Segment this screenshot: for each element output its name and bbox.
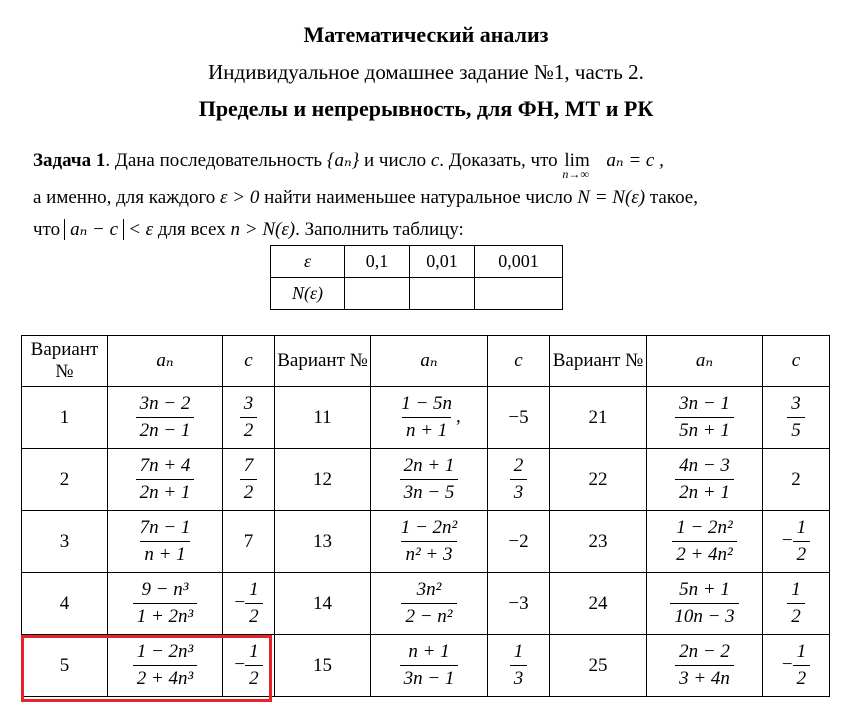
c-cell <box>763 573 830 635</box>
an-cell <box>108 387 223 449</box>
denominator: 2 − n² <box>401 603 456 628</box>
fraction <box>401 579 456 628</box>
denominator: 2n − 1 <box>136 417 195 442</box>
minus-sign: − <box>781 529 793 551</box>
c-cell <box>763 511 830 573</box>
fraction <box>793 517 811 566</box>
task-text: и число <box>364 150 427 171</box>
task-label: Задача 1 <box>33 150 106 171</box>
document-topic: Пределы и непрерывность, для ФН, МТ и РК <box>198 96 654 121</box>
denominator: n + 1 <box>402 417 451 442</box>
n-eps-header-cell: N(ε) <box>271 278 345 310</box>
variant-cell: 24 <box>550 573 647 635</box>
variant-cell: 2 <box>22 449 108 511</box>
denominator: 3n − 5 <box>400 479 459 504</box>
task-line-3 <box>33 218 464 241</box>
variant-cell: 15 <box>275 635 371 697</box>
an-cell <box>108 511 223 573</box>
variant-cell: 21 <box>550 387 647 449</box>
numerator: 3n² <box>416 579 442 600</box>
limit-expression: aₙ = c , <box>606 150 664 171</box>
less-than-eps: < ε <box>128 219 154 240</box>
an-cell <box>108 573 223 635</box>
variant-cell: 25 <box>550 635 647 697</box>
denominator: 2 <box>245 603 263 628</box>
denominator: 2 <box>245 665 263 690</box>
task-text: что <box>33 219 61 240</box>
table-row <box>22 387 830 449</box>
an-cell <box>371 573 488 635</box>
task-text: . Дана последовательность <box>105 150 323 171</box>
numerator: 7n + 4 <box>139 455 191 476</box>
denominator: 2 <box>793 665 811 690</box>
fraction <box>133 579 198 628</box>
table-row <box>22 511 830 573</box>
denominator: 3 + 4n <box>675 665 734 690</box>
numerator: 5n + 1 <box>679 579 730 600</box>
numerator: 1 <box>791 579 801 600</box>
numerator: 1 <box>513 641 524 662</box>
an-cell <box>371 635 488 697</box>
table-row <box>22 449 830 511</box>
n-definition: N = N(ε) <box>577 187 646 208</box>
variant-cell: 22 <box>550 449 647 511</box>
variant-cell: 11 <box>275 387 371 449</box>
limit-operator <box>562 150 602 181</box>
task-text: найти наименьшее натуральное число <box>264 187 573 208</box>
an-cell <box>647 573 763 635</box>
an-cell <box>647 635 763 697</box>
fraction <box>240 455 258 504</box>
c-cell <box>488 449 550 511</box>
fraction <box>240 393 258 442</box>
task-text: . Доказать, что <box>439 150 558 171</box>
denominator: 5n + 1 <box>675 417 734 442</box>
epsilon-row <box>271 246 563 278</box>
fraction <box>670 579 738 628</box>
an-cell <box>647 511 763 573</box>
c-header: c <box>488 336 550 387</box>
eps-value-cell: 0,001 <box>475 246 563 278</box>
variant-cell: 4 <box>22 573 108 635</box>
variant-cell: 5 <box>22 635 108 697</box>
numerator: 4n − 3 <box>679 455 730 476</box>
fraction <box>136 393 195 442</box>
lim-subscript: n→∞ <box>562 167 589 181</box>
denominator: 2 <box>240 417 258 442</box>
numerator: n + 1 <box>408 641 450 662</box>
numerator: 7n − 1 <box>139 517 191 538</box>
c-symbol: c <box>430 150 440 171</box>
denominator: n² + 3 <box>401 541 456 566</box>
header-row <box>22 336 830 387</box>
denominator: 10n − 3 <box>670 603 738 628</box>
variant-cell: 1 <box>22 387 108 449</box>
c-cell: 2 <box>763 449 830 511</box>
an-cell <box>371 449 488 511</box>
numerator: 7 <box>243 455 254 476</box>
numerator: 1 <box>249 579 259 600</box>
variant-cell: 13 <box>275 511 371 573</box>
document-subtitle: Индивидуальное домашнее задание №1, часть 2. <box>208 60 644 84</box>
fraction <box>400 455 459 504</box>
denominator: 2n + 1 <box>675 479 734 504</box>
numerator: 2 <box>513 455 524 476</box>
eps-value-cell: 0,01 <box>410 246 475 278</box>
denominator: 2 <box>240 479 258 504</box>
n-eps-row <box>271 278 563 310</box>
variant-header: Вариант № <box>275 336 371 387</box>
denominator: n + 1 <box>140 541 189 566</box>
an-header: aₙ <box>371 336 488 387</box>
task-text: а именно, для каждого <box>33 187 216 208</box>
n-eps-empty-cell <box>410 278 475 310</box>
variant-cell: 23 <box>550 511 647 573</box>
task-text: для всех <box>157 219 226 240</box>
numerator: 3n − 2 <box>139 393 191 414</box>
n-eps-empty-cell <box>475 278 563 310</box>
numerator: 9 − n³ <box>141 579 189 600</box>
denominator: 1 + 2n³ <box>133 603 198 628</box>
fraction <box>510 641 528 690</box>
numerator: 1 <box>796 641 807 662</box>
fraction <box>397 393 456 442</box>
fraction <box>793 641 811 690</box>
minus-sign: − <box>781 653 793 675</box>
denominator: 2 + 4n² <box>672 541 737 566</box>
variant-cell: 3 <box>22 511 108 573</box>
comma: , <box>456 405 461 427</box>
numerator: 1 <box>249 641 259 662</box>
c-header: c <box>763 336 830 387</box>
denominator: 2n + 1 <box>136 479 195 504</box>
an-cell <box>371 511 488 573</box>
an-header: aₙ <box>108 336 223 387</box>
an-cell <box>371 387 488 449</box>
denominator: 3n − 1 <box>400 665 459 690</box>
denominator: 2 <box>793 541 811 566</box>
variant-cell: 14 <box>275 573 371 635</box>
an-cell <box>108 449 223 511</box>
table-row <box>22 573 830 635</box>
fraction <box>787 579 805 628</box>
fraction <box>675 641 734 690</box>
n-eps-empty-cell <box>345 278 410 310</box>
minus-sign: − <box>234 653 246 675</box>
numerator: 1 − 5n <box>401 393 453 414</box>
fraction <box>136 455 195 504</box>
task-line-2 <box>33 187 698 209</box>
highlight-box-variant-5 <box>21 635 272 702</box>
numerator: 1 − 2n³ <box>136 641 194 662</box>
eps-header-cell: ε <box>271 246 345 278</box>
an-header: aₙ <box>647 336 763 387</box>
task-line-1 <box>33 149 664 181</box>
denominator: 3 <box>510 479 528 504</box>
fraction <box>397 517 462 566</box>
denominator: 5 <box>787 417 805 442</box>
denominator: 2 <box>787 603 805 628</box>
fraction <box>510 455 528 504</box>
numerator: 1 − 2n² <box>676 517 733 538</box>
minus-sign: − <box>234 591 246 613</box>
epsilon-table <box>270 245 563 310</box>
c-cell <box>223 573 275 635</box>
fraction <box>675 393 734 442</box>
an-cell <box>647 387 763 449</box>
variant-header: Вариант № <box>22 336 108 387</box>
c-cell <box>763 635 830 697</box>
variant-header: Вариант № <box>550 336 647 387</box>
denominator: 3 <box>510 665 528 690</box>
document-title: Математический анализ <box>303 22 549 47</box>
fraction <box>675 455 734 504</box>
c-cell <box>223 449 275 511</box>
c-cell: −3 <box>488 573 550 635</box>
fraction <box>245 579 263 628</box>
c-header: c <box>223 336 275 387</box>
variant-cell: 12 <box>275 449 371 511</box>
c-cell: −5 <box>488 387 550 449</box>
task-text: такое, <box>649 187 698 208</box>
c-cell: −2 <box>488 511 550 573</box>
denominator: 2 + 4n³ <box>133 665 198 690</box>
numerator: 3n − 1 <box>679 393 730 414</box>
c-cell <box>763 387 830 449</box>
c-cell <box>488 635 550 697</box>
lim-text: lim <box>564 150 590 171</box>
numerator: 1 − 2n² <box>400 517 458 538</box>
an-cell <box>647 449 763 511</box>
fraction <box>400 641 459 690</box>
n-condition: n > N(ε) <box>230 219 296 240</box>
fraction <box>136 517 195 566</box>
c-cell <box>223 387 275 449</box>
epsilon-condition: ε > 0 <box>220 187 260 208</box>
task-text: . Заполнить таблицу: <box>295 219 464 240</box>
numerator: 3 <box>243 393 254 414</box>
sequence-symbol: {aₙ} <box>326 150 360 171</box>
numerator: 2n + 1 <box>403 455 455 476</box>
numerator: 1 <box>796 517 807 538</box>
c-cell: 7 <box>223 511 275 573</box>
numerator: 3 <box>791 393 801 414</box>
numerator: 2n − 2 <box>679 641 730 662</box>
eps-value-cell: 0,1 <box>345 246 410 278</box>
fraction <box>787 393 805 442</box>
abs-expression: aₙ − c <box>64 219 124 240</box>
fraction <box>672 517 737 566</box>
